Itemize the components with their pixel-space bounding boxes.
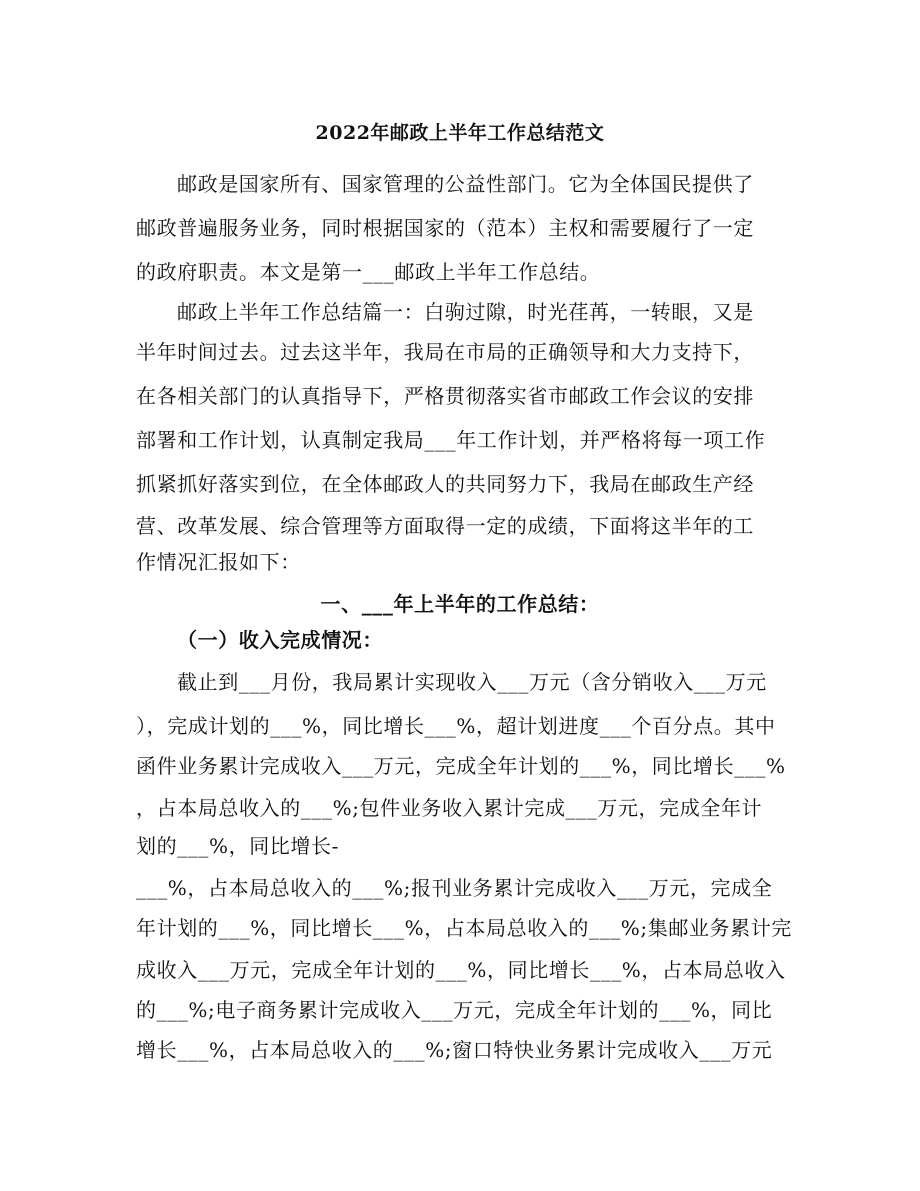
paragraph-2-line-2: 半年时间过去。过去这半年，我局在市局的正确领导和大力支持下，: [136, 340, 754, 364]
paragraph-3-line-9: 的___%;电子商务累计完成收入___万元，完成全年计划的___%，同比: [136, 998, 773, 1022]
paragraph-1-line-3: 的政府职责。本文是第一___邮政上半年工作总结。: [136, 260, 601, 284]
section-heading: 一、___年上半年的工作总结：: [320, 592, 600, 616]
paragraph-1-line-2: 邮政普遍服务业务，同时根据国家的（范本）主权和需要履行了一定: [136, 216, 754, 240]
paragraph-3-line-6: ___%，占本局总收入的___%;报刊业务累计完成收入___万元，完成全: [136, 876, 773, 900]
paragraph-3-line-3: 函件业务累计完成收入___万元，完成全年计划的___%，同比增长___%: [136, 754, 786, 778]
paragraph-3-line-4: ，占本局总收入的___%;包件业务收入累计完成___万元，完成全年计: [136, 796, 763, 820]
paragraph-2-line-1: 邮政上半年工作总结篇一：白驹过隙，时光荏苒，一转眼，又是: [177, 300, 754, 324]
paragraph-3-line-7: 年计划的___%，同比增长___%，占本局总收入的___%;集邮业务累计完: [136, 916, 792, 940]
paragraph-1-line-1: 邮政是国家所有、国家管理的公益性部门。它为全体国民提供了: [177, 172, 754, 196]
paragraph-3-line-10: 增长___%，占本局总收入的___%;窗口特快业务累计完成收入___万元: [136, 1038, 773, 1062]
paragraph-2-line-3: 在各相关部门的认真指导下，严格贯彻落实省市邮政工作会议的安排: [136, 384, 754, 408]
paragraph-3-line-1: 截止到___月份，我局累计实现收入___万元（含分销收入___万元: [177, 670, 767, 694]
paragraph-2-line-4: 部署和工作计划，认真制定我局___年工作计划，并严格将每一项工作: [136, 428, 766, 452]
paragraph-3-line-8: 成收入___万元，完成全年计划的___%，同比增长___%，占本局总收入: [136, 958, 786, 982]
subsection-heading: （一）收入完成情况：: [177, 628, 383, 652]
paragraph-3-line-2: ），完成计划的___%，同比增长___%，超计划进度___个百分点。其中: [136, 714, 776, 738]
paragraph-3-line-5: 划的___%，同比增长-: [136, 834, 339, 858]
paragraph-2-line-6: 营、改革发展、综合管理等方面取得一定的成绩，下面将这半年的工: [136, 514, 754, 538]
paragraph-2-line-7: 作情况汇报如下：: [136, 550, 301, 574]
page-title: 2022年邮政上半年工作总结范文: [315, 122, 605, 144]
paragraph-2-line-5: 抓紧抓好落实到位，在全体邮政人的共同努力下，我局在邮政生产经: [136, 472, 754, 496]
